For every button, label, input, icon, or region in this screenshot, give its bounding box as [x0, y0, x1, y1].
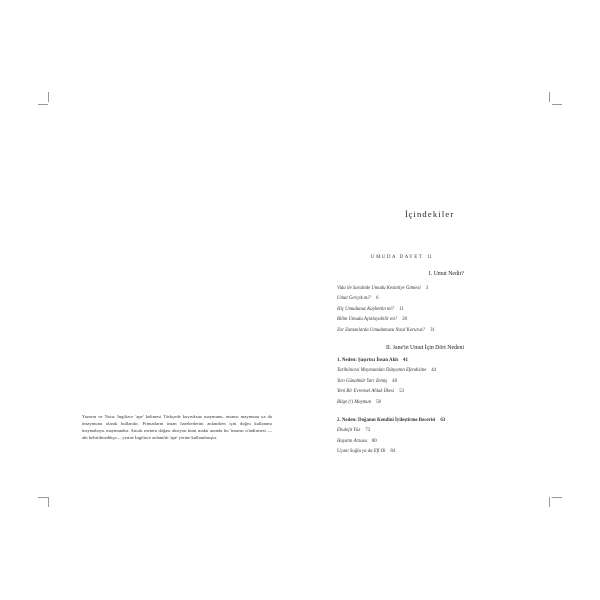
crop-mark — [549, 497, 550, 507]
toc-invite-entry[interactable] — [371, 255, 432, 260]
reason-page: 41 — [403, 358, 408, 363]
crop-mark — [48, 497, 49, 507]
invite-label: UMUDA DAVET — [371, 255, 424, 260]
crop-mark — [552, 104, 562, 105]
entry-title: Hayatın Arzusu — [337, 438, 367, 444]
invite-page: 11 — [427, 255, 432, 260]
reason-one-heading[interactable] — [337, 356, 436, 366]
toc-entry[interactable] — [337, 366, 436, 376]
crop-mark — [48, 92, 49, 102]
toc-entry[interactable] — [337, 284, 435, 294]
reason-page: 63 — [440, 418, 446, 423]
toc-entry[interactable] — [337, 377, 436, 387]
toc-title — [405, 209, 454, 219]
crop-mark — [38, 104, 48, 105]
entry-title: Yarı Günahkâr Yarı Zemiş — [337, 378, 388, 384]
part-one-heading[interactable]: I. Umut Nedir? — [428, 271, 464, 277]
entry-page: 80 — [371, 438, 377, 444]
entry-page: 31 — [430, 327, 435, 333]
entry-title: Bilge (!) Maymun — [337, 399, 372, 405]
part-one-entries — [337, 284, 435, 336]
translator-note: Yazarın ve Notu: İngilizce 'ape' kelimesi Türkçede kuyruksuz maymunu, insansı maymunu ya da insaymunu olarak kullanılır. Primatların insan hareketlerini anlatırken için doğru kullanımı insymaboyu maymundur. Ancak metnin doğası aksiyon kimi maktı anında bu 'insansı n'indirmesi —ahi belirtilmedikçe— yerine İngilizce anlamlılı 'ape' yerine kullanılmıştır. — [82, 414, 272, 440]
crop-mark — [552, 497, 562, 498]
entry-page: 6 — [376, 296, 379, 302]
reason-title: 1. Neden: Şaşırtıcı İnsan Aklı — [337, 358, 399, 363]
entry-page: 73 — [365, 428, 371, 434]
entry-page: 48 — [392, 378, 397, 384]
entry-page: 53 — [399, 389, 404, 395]
toc-entry[interactable] — [337, 447, 445, 457]
toc-entry[interactable] — [337, 437, 445, 447]
entry-page: 11 — [399, 306, 404, 312]
entry-title: Ebulejit Yüz — [337, 428, 361, 434]
toc-entry[interactable] — [337, 315, 435, 325]
entry-page: 84 — [390, 449, 396, 455]
toc-entry[interactable] — [337, 294, 435, 304]
entry-page: 3 — [425, 286, 429, 291]
entry-title: Uçanı Soğlu ya da Efi Ol — [337, 449, 386, 455]
toc-entry[interactable] — [337, 426, 445, 436]
part-two-heading[interactable]: II. Jane'in Umut İçin Dört Nedeni — [386, 345, 464, 351]
toc-entry[interactable] — [337, 387, 436, 397]
entry-title: Umut Gerçek mi? — [337, 296, 372, 302]
reason-one-entries — [337, 356, 436, 408]
entry-title: Vida ile Sarabide Umudu Kesintiye Gitmesi — [337, 286, 421, 291]
reason-two-entries — [337, 416, 445, 458]
entry-title: Tarihöncesi Maymundan Dünyanın Efendisine — [337, 368, 427, 374]
toc-entry[interactable] — [337, 305, 435, 315]
toc-entry[interactable] — [337, 398, 436, 408]
entry-title: Bilim Umudu Açıklayabilir mi? — [337, 317, 398, 323]
toc-entry[interactable] — [337, 326, 435, 336]
entry-title: Hiç Umudunuz Kaybettin mi? — [337, 306, 395, 312]
entry-page: 44 — [431, 368, 437, 374]
entry-page: 20 — [402, 317, 408, 323]
reason-two-heading[interactable] — [337, 416, 445, 426]
toc-title-rest: çindekiler — [408, 209, 455, 219]
reason-title: 2. Neden: Doğanın Kendini İyileştirme Becerisi — [337, 418, 436, 423]
entry-page: 58 — [376, 399, 381, 405]
crop-mark — [38, 497, 48, 498]
toc-title-initial: İ — [405, 209, 409, 219]
entry-title: Yeni Bir Evrensel Ahlak İlkesi — [337, 389, 395, 395]
crop-mark — [549, 92, 550, 102]
entry-title: Zor Zamanlarda Umudumuzu Nasıl Koruruz? — [337, 327, 426, 333]
